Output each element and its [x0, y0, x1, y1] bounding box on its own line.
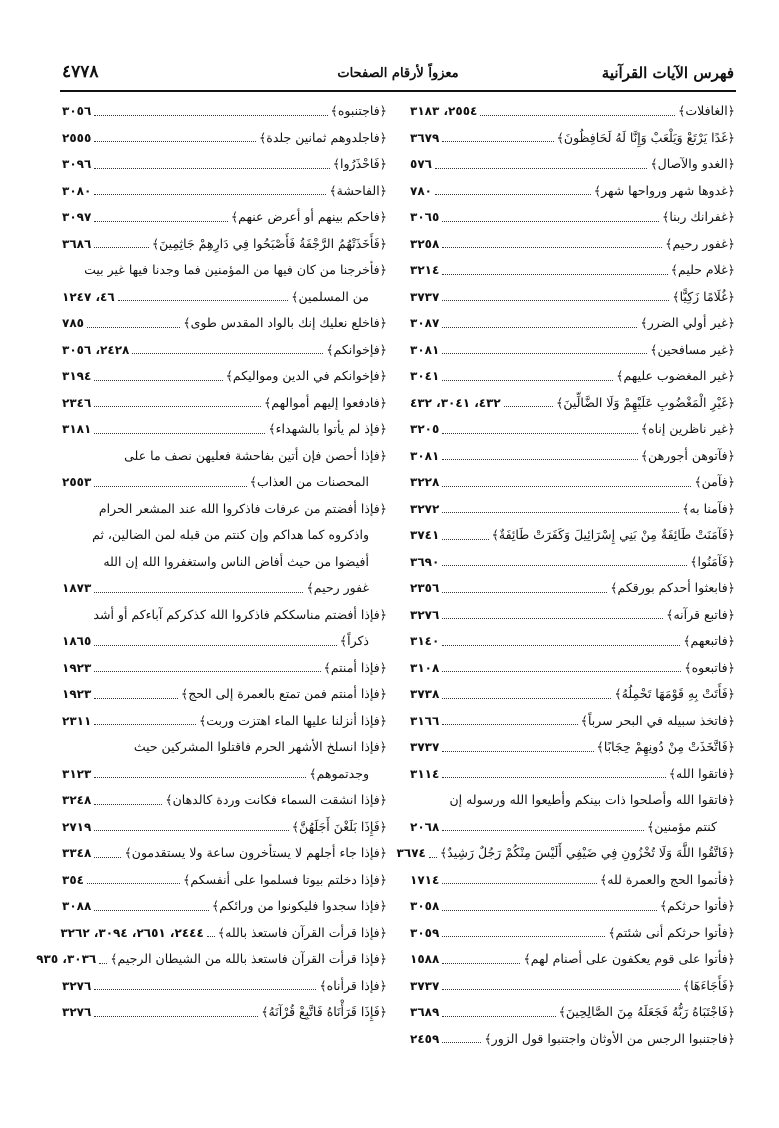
- leader-dots: [94, 194, 326, 195]
- entry-text: ﴿غَدًا يَرْتَعْ وَيَلْعَبْ وَإِنَّا لَهُ لَحَافِظُونَ﴾: [556, 129, 735, 145]
- entry-text: ﴿فأتوا حرثكم﴾: [659, 898, 735, 913]
- entry-text: ﴿فادفعوا إليهم أموالهم﴾: [263, 394, 387, 410]
- index-column-left: [36, 98, 387, 1026]
- index-entry: [62, 628, 387, 655]
- entry-pages: ٣٢٧٦: [410, 607, 440, 622]
- entry-text: ﴿فأتوا على قوم يعكفون على أصنام لهم﴾: [523, 951, 735, 966]
- entry-pages: ٣٠٥٨: [410, 899, 440, 913]
- leader-dots: [442, 459, 637, 460]
- entry-pages: ٣٢١٤: [410, 263, 440, 277]
- entry-pages: ٢٤٥٩: [410, 1031, 440, 1046]
- index-entry: [410, 284, 735, 311]
- index-entry: [62, 522, 387, 549]
- leader-dots: [442, 724, 577, 725]
- entry-pages: ٣٠٨٠: [62, 183, 92, 198]
- entry-text: ﴿فآتوهن أجورهن﴾: [640, 447, 735, 463]
- entry-pages: ٣٧٣٧: [410, 978, 440, 993]
- entry-pages: ٢٥٥٤، ٣١٨٣: [410, 104, 478, 118]
- leader-dots: [94, 247, 149, 248]
- entry-pages: ١٧١٤: [410, 872, 440, 887]
- entry-pages: ٣٠٦٥: [410, 210, 440, 224]
- leader-dots: [442, 221, 659, 222]
- index-entry: [62, 549, 387, 576]
- index-entry: [62, 814, 387, 841]
- entry-text: ﴿فإذا أحصن فإن أتين بفاحشة فعليهن نصف ما على: [124, 447, 387, 463]
- leader-dots: [94, 724, 196, 725]
- entry-pages: ٣٧٣٨: [410, 687, 440, 701]
- index-entry: [410, 734, 735, 761]
- entry-pages: ٣١١٤: [410, 766, 440, 781]
- index-entry: [62, 204, 387, 231]
- index-entry: [410, 920, 735, 947]
- entry-pages: ٣٦٩٠: [410, 554, 440, 569]
- index-entry: [410, 416, 735, 443]
- index-entry: [410, 337, 735, 364]
- index-entry: [62, 151, 387, 178]
- entry-text: ﴿غُلَامًا زَكِيًّا﴾: [672, 288, 735, 304]
- entry-pages: ٢٠٦٨: [410, 819, 440, 834]
- entry-pages: ٧٨٠: [410, 183, 432, 198]
- leader-dots: [442, 141, 553, 142]
- entry-text: ﴿فَاتَّخَذَتْ مِنْ دُونِهِمْ حِجَابًا﴾: [596, 739, 735, 754]
- index-entry: [410, 999, 735, 1026]
- page-number: ٤٧٧٨: [62, 62, 99, 82]
- index-entry: [410, 681, 735, 708]
- index-entry: [62, 231, 387, 258]
- leader-dots: [442, 353, 647, 354]
- entry-text: ﴿فاجتنبوه﴾: [330, 103, 387, 118]
- index-entry: [410, 761, 735, 788]
- entry-text: ﴿فَإِذَا بَلَغْنَ أَجَلَهُنَّ﴾: [291, 818, 387, 834]
- entry-pages: ٧٨٥: [62, 316, 84, 330]
- header-rule: [60, 90, 736, 92]
- index-entry: [62, 416, 387, 443]
- entry-pages: ١٩٢٣: [62, 660, 92, 675]
- entry-pages: ٢٣٤٦: [62, 395, 92, 410]
- leader-dots: [435, 194, 591, 195]
- leader-dots: [442, 1042, 481, 1043]
- entry-pages: ١٨٦٥: [62, 634, 92, 648]
- leader-dots: [504, 406, 553, 407]
- entry-pages: ٣١٩٤: [62, 369, 92, 383]
- leader-dots: [442, 751, 593, 752]
- entry-text: ﴿فإذا قرأناه﴾: [319, 977, 387, 993]
- leader-dots: [94, 221, 228, 222]
- leader-dots: [94, 857, 121, 858]
- leader-dots: [442, 989, 679, 990]
- leader-dots: [442, 777, 665, 778]
- index-entry: [62, 337, 387, 364]
- leader-dots: [442, 433, 637, 434]
- entry-pages: ٣٠٤١: [410, 369, 440, 383]
- entry-text: غفور رحيم﴾: [306, 580, 369, 595]
- entry-text: ذكراً﴾: [339, 633, 369, 648]
- entry-text: ﴿فَأَخَذَتْهُمُ الرَّجْفَةُ فَأَصْبَحُوا فِي دَارِهِمْ جَاثِمِينَ﴾: [151, 235, 387, 251]
- leader-dots: [442, 300, 669, 301]
- entry-pages: ٢٧١٩: [62, 819, 92, 834]
- entry-pages: ٣٣٤٨: [62, 846, 92, 860]
- leader-dots: [207, 936, 215, 937]
- index-entry: [410, 231, 735, 258]
- index-entry: [410, 708, 735, 735]
- leader-dots: [94, 486, 246, 487]
- index-entry: [62, 390, 387, 417]
- entry-pages: ٢٤٤٤، ٢٦٥١، ٣٠٩٤، ٣٢٦٢: [60, 925, 204, 940]
- entry-pages: ٢٣٥٦: [410, 581, 440, 595]
- index-entry: [396, 840, 735, 867]
- entry-pages: ٣٢٧٦: [62, 978, 92, 993]
- leader-dots: [429, 857, 437, 858]
- entry-text: ﴿فَآمَنُوا﴾: [690, 553, 735, 569]
- leader-dots: [442, 486, 691, 487]
- leader-dots: [118, 300, 288, 301]
- entry-text: ﴿فَاحْذَرُوا﴾: [332, 156, 387, 171]
- entry-pages: ٣٥٤: [62, 872, 84, 887]
- index-entry: [62, 655, 387, 682]
- entry-text: ﴿فاتبع قرآنه﴾: [666, 606, 735, 622]
- leader-dots: [480, 115, 675, 116]
- index-entry: [62, 840, 387, 867]
- leader-dots: [442, 380, 613, 381]
- entry-text: ﴿فاتقوا الله﴾: [668, 765, 735, 781]
- index-entry: [410, 125, 735, 152]
- index-entry: [62, 867, 387, 894]
- index-entry: [410, 628, 735, 655]
- entry-pages: ٣٠٩٧: [62, 210, 92, 224]
- entry-pages: ٣٠٨٧: [410, 316, 440, 330]
- leader-dots: [94, 804, 162, 805]
- leader-dots: [94, 592, 303, 593]
- index-entry: [410, 151, 735, 178]
- entry-text: ﴿غير أولي الضرر﴾: [640, 315, 735, 330]
- leader-dots: [442, 327, 637, 328]
- entry-text: ﴿فإذا سجدوا فليكونوا من ورائكم﴾: [211, 898, 387, 913]
- entry-pages: ٣١٦٦: [410, 713, 440, 728]
- entry-text: ﴿فآمن﴾: [694, 474, 735, 489]
- entry-text: ﴿فاتقوا الله وأصلحوا ذات بينكم وأطيعوا الله ورسوله إن: [449, 792, 735, 807]
- entry-text: ﴿فإذا أفضتم مناسككم فاذكروا الله كذكركم آباءكم أو أشد: [93, 606, 387, 622]
- entry-text: ﴿فإذا جاء أجلهم لا يستأخرون ساعة ولا يستقدمون﴾: [124, 845, 387, 860]
- entry-pages: ٣٢٥٨: [410, 236, 440, 251]
- leader-dots: [94, 380, 222, 381]
- header-subtitle: معزواً لأرقام الصفحات: [337, 66, 459, 81]
- index-entry: [62, 125, 387, 152]
- leader-dots: [94, 168, 329, 169]
- entry-text: ﴿فإذا أفضتم من عرفات فاذكروا الله عند المشعر الحرام: [98, 500, 387, 516]
- entry-text: ﴿فَآمَنَتْ طَائِفَةٌ مِنْ بَنِي إِسْرَائِيلَ وَكَفَرَتْ طَائِفَةٌ﴾: [491, 527, 735, 542]
- entry-text: ﴿فإذا أنزلنا عليها الماء اهتزت وربت﴾: [198, 712, 387, 728]
- entry-pages: ٣٧٣٧: [410, 289, 440, 304]
- index-entry: [62, 787, 387, 814]
- index-entry: [410, 310, 735, 337]
- index-entry: [410, 257, 735, 284]
- entry-text: المحصنات من العذاب﴾: [249, 474, 369, 489]
- entry-pages: ٣١٢٣: [62, 766, 92, 781]
- entry-pages: ٣٠٩٦: [62, 157, 92, 171]
- index-entry: [62, 761, 387, 788]
- index-entry: [410, 98, 735, 125]
- entry-text: ﴿فاتخذ سبيله في البحر سرباً﴾: [580, 712, 735, 728]
- leader-dots: [94, 777, 306, 778]
- leader-dots: [94, 910, 209, 911]
- index-entry: [62, 602, 387, 629]
- leader-dots: [442, 963, 520, 964]
- entry-text: ﴿فاحكم بينهم أو أعرض عنهم﴾: [230, 209, 387, 224]
- leader-dots: [435, 168, 647, 169]
- entry-text: ﴿فاجلدوهم ثمانين جلدة﴾: [258, 129, 387, 145]
- index-entry: [62, 310, 387, 337]
- entry-pages: ٣٠٥٩: [410, 925, 440, 940]
- entry-text: ﴿فإذا قرأت القرآن فاستعذ بالله من الشيطان الرجيم﴾: [110, 951, 387, 966]
- index-entry: [36, 946, 387, 973]
- leader-dots: [442, 618, 663, 619]
- entry-pages: ٣٠٨١: [410, 342, 440, 357]
- index-entry: [410, 204, 735, 231]
- entry-pages: ٣٠٨١: [410, 448, 440, 463]
- leader-dots: [132, 353, 323, 354]
- leader-dots: [94, 141, 256, 142]
- entry-pages: ١٩٢٣: [62, 687, 92, 701]
- leader-dots: [442, 512, 679, 513]
- entry-pages: ٣٢٧٢: [410, 501, 440, 516]
- entry-text: ﴿فأتوا حرثكم أنى شئتم﴾: [608, 924, 735, 940]
- entry-pages: ٣٧٣٧: [410, 740, 440, 754]
- leader-dots: [442, 247, 662, 248]
- leader-dots: [442, 698, 611, 699]
- index-entry: [62, 999, 387, 1026]
- index-entry: [410, 893, 735, 920]
- leader-dots: [442, 830, 644, 831]
- entry-pages: ٣٦٨٦: [62, 236, 92, 251]
- index-entry: [410, 973, 735, 1000]
- entry-pages: ٢٥٥٥: [62, 130, 92, 145]
- leader-dots: [442, 671, 681, 672]
- entry-pages: ٥٧٦: [410, 157, 432, 171]
- header-title: فهرس الآيات القرآنية: [601, 64, 734, 82]
- entry-text: ﴿غفور رحيم﴾: [665, 235, 735, 251]
- entry-text: ﴿فإذا انشقت السماء فكانت وردة كالدهان﴾: [165, 792, 387, 807]
- entry-pages: ٣٦٨٩: [410, 1005, 440, 1019]
- entry-text: ﴿فَأَتَتْ بِهِ قَوْمَهَا تَحْمِلُهُ﴾: [614, 686, 735, 701]
- entry-text: ﴿فَاتَّقُوا اللَّهَ وَلَا تُخْزُونِ فِي ضَيْفِي أَلَيْسَ مِنْكُمْ رَجُلٌ رَشِيدٌ﴾: [439, 845, 735, 860]
- leader-dots: [442, 539, 488, 540]
- index-entry: [62, 920, 387, 947]
- entry-text: ﴿فإذا قرأت القرآن فاستعذ بالله﴾: [217, 924, 387, 940]
- entry-pages: ٣٠٣٦، ٩٣٥: [36, 952, 97, 966]
- index-entry: [62, 973, 387, 1000]
- index-entry: [62, 257, 387, 284]
- entry-text: ﴿فَاجْتَبَاهُ رَبُّهُ فَجَعَلَهُ مِنَ الصَّالِحِينَ﴾: [558, 1004, 735, 1019]
- entry-text: واذكروه كما هداكم وإن كنتم من قبله لمن الضالين، ثم: [92, 527, 369, 542]
- entry-pages: ٢٥٥٣: [62, 475, 92, 489]
- entry-pages: ٣٢٧٦: [62, 1005, 92, 1019]
- index-entry: [410, 549, 735, 576]
- entry-pages: ٣١٨١: [62, 422, 92, 436]
- entry-text: من المسلمين﴾: [291, 288, 369, 304]
- leader-dots: [94, 830, 289, 831]
- entry-text: ﴿الفاحشة﴾: [329, 182, 387, 198]
- entry-pages: ٣١٤٠: [410, 634, 440, 648]
- entry-text: ﴿فاجتنبوا الرجس من الأوثان واجتنبوا قول الزور﴾: [484, 1030, 735, 1046]
- index-entry: [410, 867, 735, 894]
- entry-text: ﴿غدوها شهر ورواحها شهر﴾: [593, 182, 735, 198]
- entry-pages: ٢٣١١: [62, 713, 92, 728]
- index-entry: [62, 575, 387, 602]
- entry-pages: ٣٠٥٦: [62, 104, 92, 118]
- index-entry: [62, 708, 387, 735]
- leader-dots: [94, 645, 336, 646]
- entry-text: ﴿فإذا دخلتم بيوتا فسلموا على أنفسكم﴾: [183, 871, 387, 887]
- entry-text: ﴿فَإِذَا قَرَأْنَاهُ فَاتَّبِعْ قُرْآنَهُ﴾: [261, 1004, 387, 1019]
- index-entry: [62, 443, 387, 470]
- entry-pages: ٢٤٢٨، ٣٠٥٦: [62, 342, 130, 357]
- entry-text: ﴿فاتبعهم﴾: [683, 633, 735, 648]
- index-entry: [410, 946, 735, 973]
- index-entry: [410, 575, 735, 602]
- index-entry: [410, 787, 735, 814]
- entry-text: أفيضوا من حيث أفاض الناس واستغفروا الله إن الله: [103, 553, 369, 569]
- leader-dots: [87, 883, 180, 884]
- leader-dots: [94, 698, 178, 699]
- leader-dots: [87, 327, 180, 328]
- entry-pages: ٣٢٤٨: [62, 793, 92, 807]
- index-entry: [62, 893, 387, 920]
- index-entry: [410, 443, 735, 470]
- leader-dots: [442, 883, 597, 884]
- leader-dots: [442, 910, 657, 911]
- leader-dots: [442, 936, 605, 937]
- entry-pages: ١٨٧٣: [62, 581, 92, 595]
- entry-text: ﴿فإذا أمنتم﴾: [323, 659, 387, 675]
- leader-dots: [94, 115, 327, 116]
- entry-text: ﴿فاخلع نعليك إنك بالواد المقدس طوى﴾: [183, 315, 387, 330]
- entry-text: ﴿فَأَجَاءَهَا﴾: [682, 977, 735, 993]
- entry-text: ﴿غلام حليم﴾: [670, 262, 735, 277]
- entry-text: ﴿فإذ لم يأتوا بالشهداء﴾: [268, 421, 387, 436]
- entry-text: ﴿فإذا أمنتم فمن تمتع بالعمرة إلى الحج﴾: [180, 686, 387, 701]
- entry-text: ﴿فأخرجنا من كان فيها من المؤمنين فما وجدنا فيها غير بيت: [84, 262, 387, 277]
- index-entry: [62, 469, 387, 496]
- entry-text: وجدتموهم﴾: [309, 765, 369, 781]
- entry-text: ﴿الغافلات﴾: [678, 103, 735, 118]
- entry-text: ﴿غير المغضوب عليهم﴾: [616, 368, 735, 383]
- leader-dots: [94, 671, 320, 672]
- index-entry: [410, 178, 735, 205]
- index-entry: [410, 814, 735, 841]
- entry-text: كنتم مؤمنين﴾: [646, 818, 717, 834]
- leader-dots: [442, 645, 680, 646]
- leader-dots: [94, 989, 316, 990]
- index-entry: [62, 363, 387, 390]
- entry-pages: ٣١٠٨: [410, 660, 440, 675]
- entry-text: ﴿الغدو والآصال﴾: [650, 156, 735, 171]
- entry-text: ﴿فابعثوا أحدكم بورقكم﴾: [610, 580, 735, 595]
- page-header: [62, 62, 734, 88]
- leader-dots: [442, 565, 687, 566]
- index-entry: [410, 469, 735, 496]
- index-entry: [410, 655, 735, 682]
- entry-pages: ٤٣٢، ٣٠٤١، ٤٣٢: [410, 395, 501, 410]
- index-entry: [410, 1026, 735, 1053]
- index-entry: [62, 98, 387, 125]
- leader-dots: [94, 406, 261, 407]
- entry-pages: ٣٠٨٨: [62, 899, 92, 913]
- index-entry: [62, 284, 387, 311]
- entry-pages: ٣٦٧٩: [410, 130, 440, 145]
- leader-dots: [442, 1016, 555, 1017]
- index-entry: [410, 522, 735, 549]
- entry-pages: ١٥٨٨: [410, 952, 440, 966]
- index-column-right: [396, 98, 735, 1052]
- entry-text: ﴿غير ناظرين إناه﴾: [640, 421, 735, 436]
- index-entry: [62, 734, 387, 761]
- index-entry: [62, 496, 387, 523]
- leader-dots: [94, 433, 265, 434]
- entry-pages: ٣٧٤١: [410, 528, 440, 542]
- entry-text: ﴿فاتبعوه﴾: [684, 659, 735, 675]
- leader-dots: [442, 592, 607, 593]
- index-entry: [410, 390, 735, 417]
- entry-text: ﴿فإذا انسلخ الأشهر الحرم فاقتلوا المشركين حيث: [133, 739, 387, 754]
- entry-text: ﴿غَيْرِ الْمَغْضُوبِ عَلَيْهِمْ وَلَا الضَّالِّينَ﴾: [556, 394, 735, 410]
- entry-text: ﴿فأتموا الحج والعمرة لله﴾: [599, 871, 735, 887]
- entry-pages: ٣٦٧٤: [396, 846, 426, 860]
- entry-text: ﴿غير مسافحين﴾: [650, 341, 735, 357]
- index-entry: [62, 178, 387, 205]
- entry-text: ﴿فآمنا به﴾: [682, 500, 735, 516]
- entry-pages: ٤٦، ١٢٤٧: [62, 289, 115, 304]
- index-entry: [410, 363, 735, 390]
- entry-text: ﴿غفرانك ربنا﴾: [662, 209, 735, 224]
- entry-pages: ٣٢٢٨: [410, 475, 440, 489]
- entry-pages: ٣٢٠٥: [410, 422, 440, 436]
- entry-text: ﴿فإخوانكم في الدين ومواليكم﴾: [225, 368, 387, 383]
- index-entry: [410, 602, 735, 629]
- leader-dots: [442, 274, 667, 275]
- index-entry: [62, 681, 387, 708]
- leader-dots: [99, 963, 107, 964]
- leader-dots: [94, 1016, 258, 1017]
- entry-text: ﴿فإخوانكم﴾: [326, 341, 387, 357]
- index-entry: [410, 496, 735, 523]
